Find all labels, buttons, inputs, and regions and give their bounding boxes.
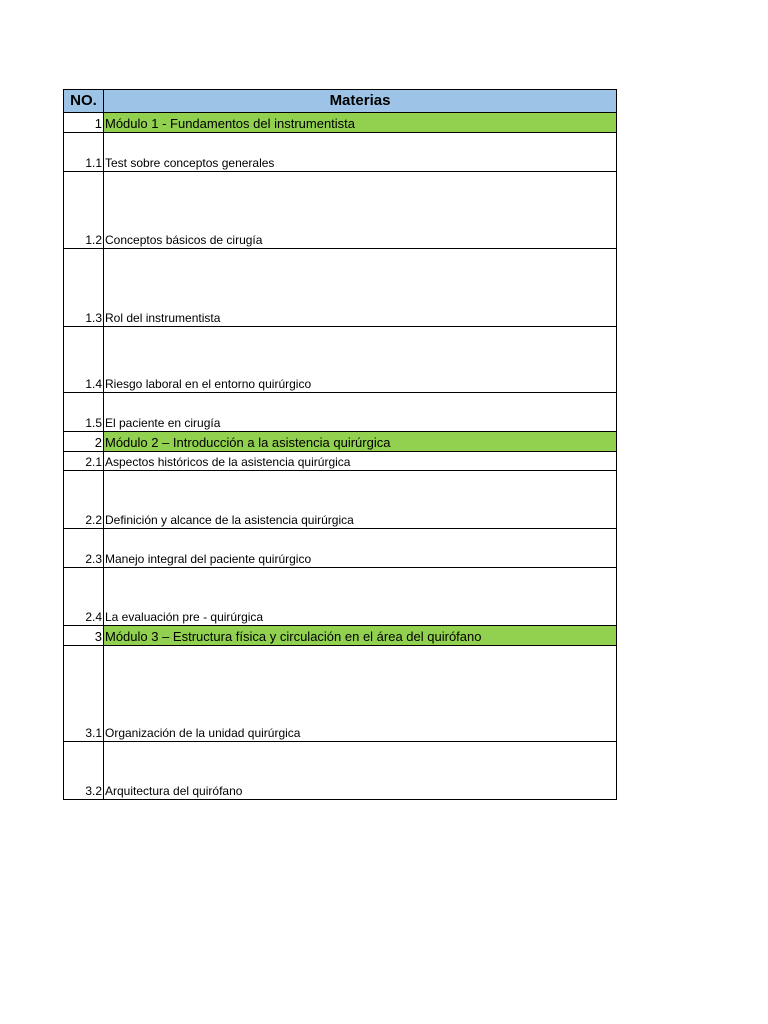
row-number: 2 xyxy=(64,432,104,452)
header-materias: Materias xyxy=(104,90,617,113)
header-row xyxy=(64,90,617,113)
row-number: 3 xyxy=(64,626,104,646)
row-number: 2.3 xyxy=(64,529,104,568)
module-row xyxy=(64,113,617,133)
row-subject: La evaluación pre - quirúrgica xyxy=(104,568,617,626)
course-table xyxy=(63,89,617,800)
row-subject: Definición y alcance de la asistencia quirúrgica xyxy=(104,471,617,529)
row-subject: Conceptos básicos de cirugía xyxy=(104,172,617,249)
module-row xyxy=(64,432,617,452)
table-row xyxy=(64,646,617,742)
table-row xyxy=(64,249,617,327)
row-subject: Riesgo laboral en el entorno quirúrgico xyxy=(104,327,617,393)
row-subject: Arquitectura del quirófano xyxy=(104,742,617,800)
row-subject: Rol del instrumentista xyxy=(104,249,617,327)
row-number: 2.4 xyxy=(64,568,104,626)
row-number: 1.2 xyxy=(64,172,104,249)
module-title: Módulo 2 – Introducción a la asistencia quirúrgica xyxy=(104,432,617,452)
module-row xyxy=(64,626,617,646)
row-number: 1.4 xyxy=(64,327,104,393)
table-row xyxy=(64,471,617,529)
module-title: Módulo 1 - Fundamentos del instrumentista xyxy=(104,113,617,133)
row-subject: El paciente en cirugía xyxy=(104,393,617,432)
row-number: 1.3 xyxy=(64,249,104,327)
table-row xyxy=(64,133,617,172)
row-subject: Organización de la unidad quirúrgica xyxy=(104,646,617,742)
table-row xyxy=(64,327,617,393)
row-number: 1 xyxy=(64,113,104,133)
module-title: Módulo 3 – Estructura física y circulación en el área del quirófano xyxy=(104,626,617,646)
table-row xyxy=(64,452,617,471)
row-subject: Test sobre conceptos generales xyxy=(104,133,617,172)
table-row xyxy=(64,742,617,800)
row-number: 1.1 xyxy=(64,133,104,172)
table-row xyxy=(64,568,617,626)
row-subject: Manejo integral del paciente quirúrgico xyxy=(104,529,617,568)
row-number: 2.2 xyxy=(64,471,104,529)
table-row xyxy=(64,529,617,568)
table-row xyxy=(64,393,617,432)
row-number: 1.5 xyxy=(64,393,104,432)
table-row xyxy=(64,172,617,249)
row-number: 3.1 xyxy=(64,646,104,742)
row-number: 3.2 xyxy=(64,742,104,800)
header-no: NO. xyxy=(64,90,104,113)
row-number: 2.1 xyxy=(64,452,104,471)
row-subject: Aspectos históricos de la asistencia quirúrgica xyxy=(104,452,617,471)
